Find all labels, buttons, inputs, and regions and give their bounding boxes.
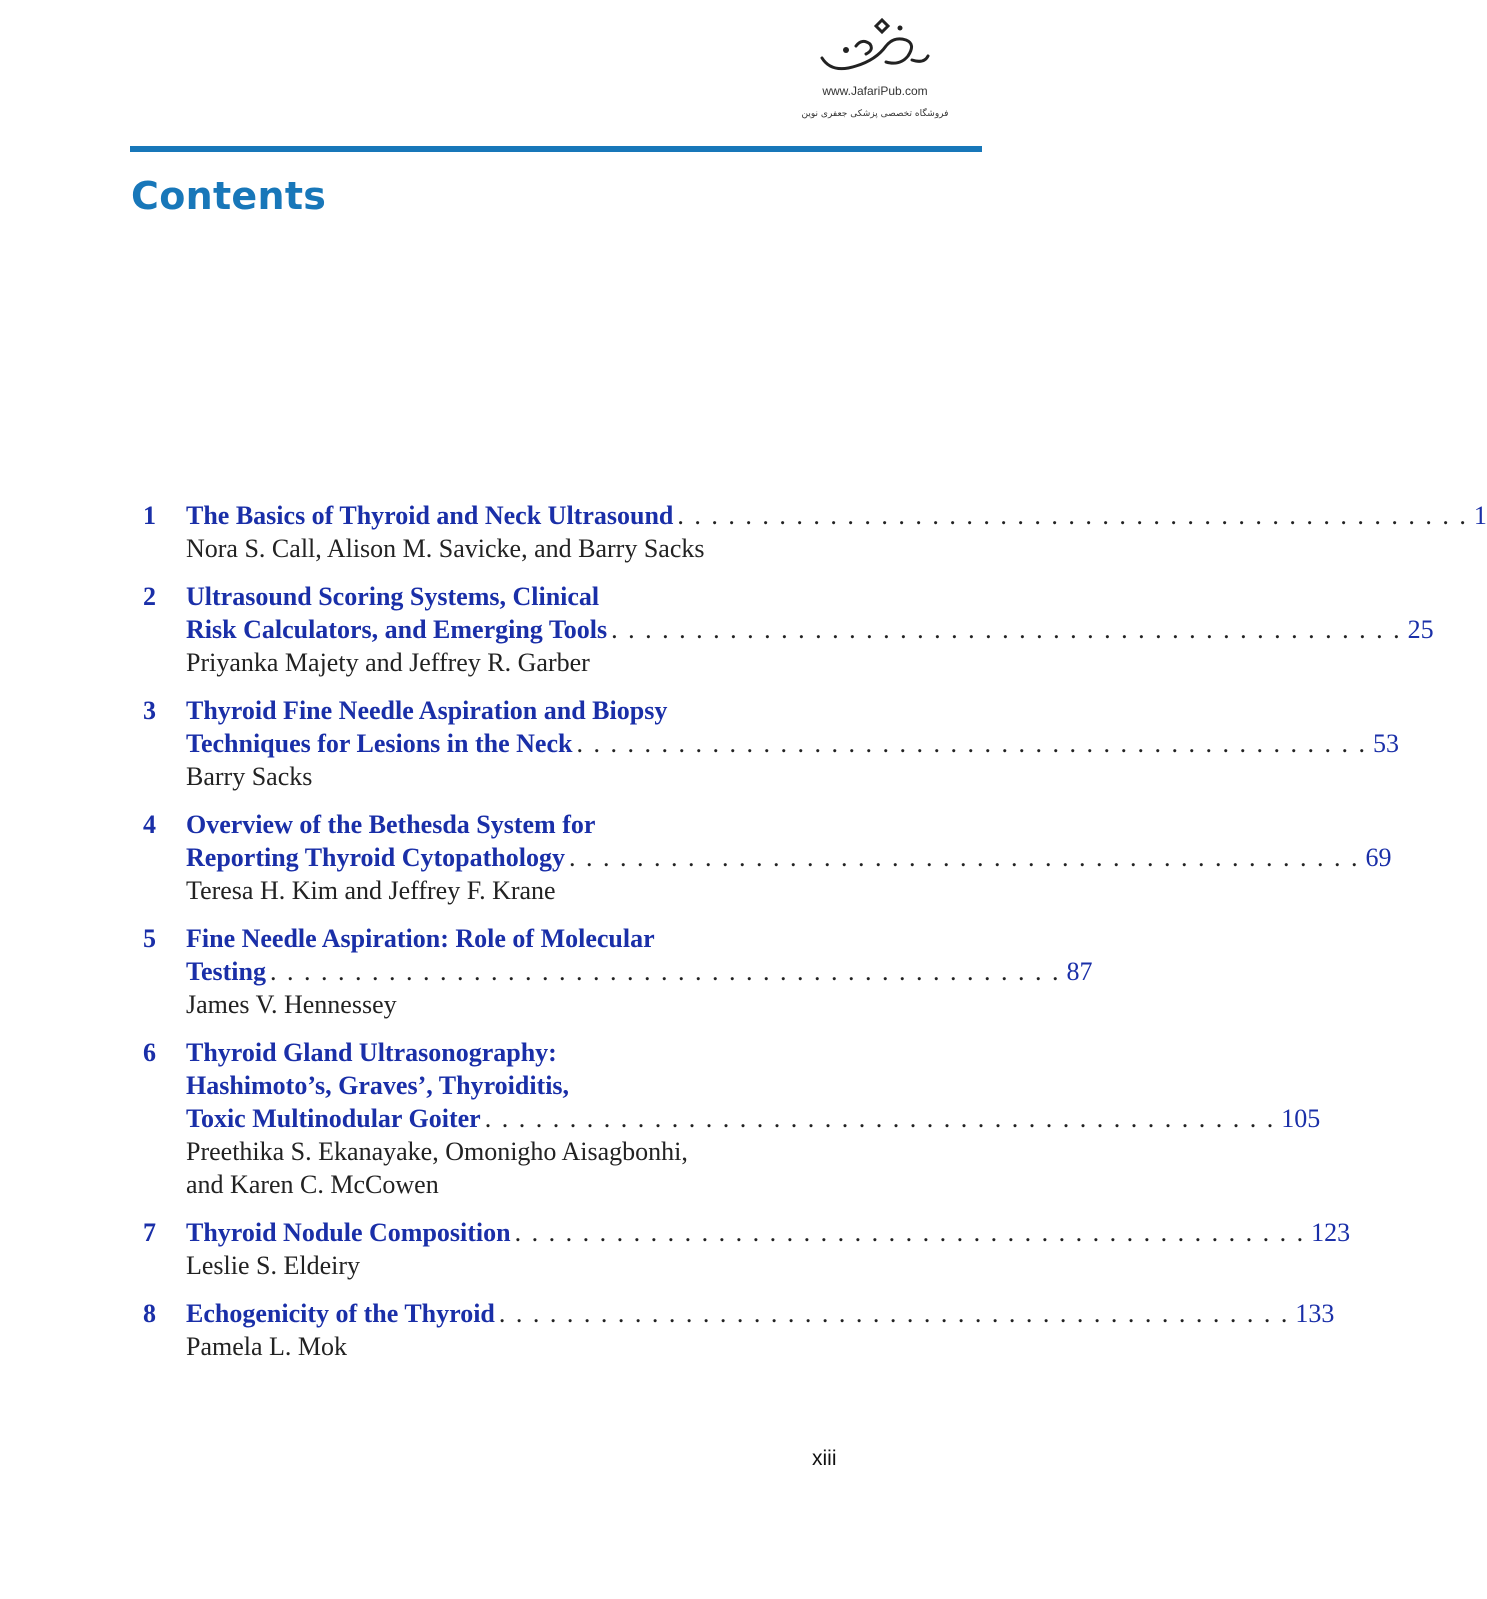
- header-rule: [130, 146, 982, 152]
- chapter-title-row[interactable]: [186, 727, 1399, 760]
- chapter-authors: Priyanka Majety and Jeffrey R. Garber: [186, 648, 590, 677]
- chapter-title-row[interactable]: [186, 1102, 1321, 1135]
- chapter-number: 5: [143, 924, 156, 953]
- table-of-contents: [0, 499, 1487, 1378]
- dot-leader: . . . . . . . . . . . . . . . . . . . . . . . . . . . . . . . . . . . . . . . . . . . . . . .: [514, 1218, 1306, 1247]
- chapter-title-row[interactable]: [186, 1216, 1351, 1249]
- chapter-title[interactable]: Thyroid Nodule Composition: [186, 1218, 511, 1247]
- toc-entry[interactable]: [0, 808, 1392, 907]
- dot-leader: . . . . . . . . . . . . . . . . . . . . . . . . . . . . . . . . . . . . . . . . . . . . . . .: [568, 843, 1360, 872]
- toc-entry[interactable]: [0, 1216, 1351, 1282]
- chapter-number: 4: [143, 810, 156, 839]
- chapter-title-line[interactable]: Ultrasound Scoring Systems, Clinical: [186, 582, 600, 611]
- page-number: xiii: [812, 1447, 837, 1470]
- chapter-page-number[interactable]: 69: [1365, 843, 1392, 872]
- toc-entry[interactable]: [0, 1297, 1335, 1363]
- chapter-title-row[interactable]: [186, 1297, 1335, 1330]
- toc-entry[interactable]: [0, 580, 1434, 679]
- toc-entry[interactable]: [0, 499, 1487, 565]
- chapter-title-line[interactable]: Hashimoto’s, Graves’, Thyroiditis,: [186, 1071, 570, 1100]
- chapter-title-row[interactable]: [186, 955, 1093, 988]
- chapter-title-line[interactable]: Thyroid Fine Needle Aspiration and Biopsy: [186, 696, 668, 725]
- chapter-number: 7: [143, 1218, 156, 1247]
- chapter-page-number[interactable]: 133: [1295, 1299, 1335, 1328]
- chapter-title[interactable]: Techniques for Lesions in the Neck: [186, 729, 573, 758]
- dot-leader: . . . . . . . . . . . . . . . . . . . . . . . . . . . . . . . . . . . . . . . . . . . . . . .: [498, 1299, 1290, 1328]
- logo-url[interactable]: www.JafariPub.com: [822, 84, 928, 98]
- toc-entry[interactable]: [0, 1036, 1321, 1201]
- chapter-title-row[interactable]: [186, 613, 1434, 646]
- chapter-title[interactable]: Echogenicity of the Thyroid: [186, 1299, 495, 1328]
- chapter-number: 1: [143, 501, 156, 530]
- chapter-title[interactable]: The Basics of Thyroid and Neck Ultrasound: [186, 501, 674, 530]
- chapter-number: 8: [143, 1299, 156, 1328]
- publisher-logo: [790, 14, 960, 119]
- chapter-number: 3: [143, 696, 156, 725]
- chapter-number: 6: [143, 1038, 156, 1067]
- chapter-authors: Barry Sacks: [186, 762, 313, 791]
- logo-tagline: فروشگاه تخصصی پزشکی جعفری نوین: [801, 109, 949, 119]
- chapter-page-number[interactable]: 87: [1066, 957, 1093, 986]
- dot-leader: . . . . . . . . . . . . . . . . . . . . . . . . . . . . . . . . . . . . . . . . . . . . . . .: [484, 1104, 1276, 1133]
- chapter-title-row[interactable]: [186, 499, 1487, 532]
- chapter-page-number[interactable]: 53: [1372, 729, 1399, 758]
- chapter-title-line[interactable]: Fine Needle Aspiration: Role of Molecular: [186, 924, 655, 953]
- chapter-authors: Teresa H. Kim and Jeffrey F. Krane: [186, 876, 556, 905]
- chapter-authors: James V. Hennessey: [186, 990, 397, 1019]
- jafaripub-logo-icon: [816, 16, 934, 82]
- chapter-authors: Leslie S. Eldeiry: [186, 1251, 361, 1280]
- chapter-authors: Preethika S. Ekanayake, Omonigho Aisagbonhi,: [186, 1137, 688, 1166]
- chapter-number: 2: [143, 582, 156, 611]
- chapter-title[interactable]: Testing: [186, 957, 266, 986]
- toc-entry[interactable]: [0, 922, 1093, 1021]
- dot-leader: . . . . . . . . . . . . . . . . . . . . . . . . . . . . . . . . . . . . . . . . . . . . . . .: [269, 957, 1061, 986]
- dot-leader: . . . . . . . . . . . . . . . . . . . . . . . . . . . . . . . . . . . . . . . . . . . . . . .: [611, 615, 1402, 644]
- chapter-authors: and Karen C. McCowen: [186, 1170, 439, 1199]
- dot-leader: . . . . . . . . . . . . . . . . . . . . . . . . . . . . . . . . . . . . . . . . . . . . . . .: [677, 501, 1468, 530]
- chapter-authors: Pamela L. Mok: [186, 1332, 348, 1361]
- chapter-page-number[interactable]: 25: [1407, 615, 1434, 644]
- chapter-title-row[interactable]: [186, 841, 1392, 874]
- chapter-page-number[interactable]: 123: [1311, 1218, 1351, 1247]
- chapter-authors: Nora S. Call, Alison M. Savicke, and Barry Sacks: [186, 534, 705, 563]
- chapter-title[interactable]: Reporting Thyroid Cytopathology: [186, 843, 565, 872]
- dot-leader: . . . . . . . . . . . . . . . . . . . . . . . . . . . . . . . . . . . . . . . . . . . . . . .: [576, 729, 1367, 758]
- chapter-page-number[interactable]: 105: [1281, 1104, 1321, 1133]
- chapter-title-line[interactable]: Thyroid Gland Ultrasonography:: [186, 1038, 557, 1067]
- chapter-page-number[interactable]: 1: [1473, 501, 1487, 530]
- page-title: Contents: [131, 174, 327, 218]
- chapter-title[interactable]: Risk Calculators, and Emerging Tools: [186, 615, 608, 644]
- toc-entry[interactable]: [0, 694, 1399, 793]
- chapter-title[interactable]: Toxic Multinodular Goiter: [186, 1104, 481, 1133]
- chapter-title-line[interactable]: Overview of the Bethesda System for: [186, 810, 596, 839]
